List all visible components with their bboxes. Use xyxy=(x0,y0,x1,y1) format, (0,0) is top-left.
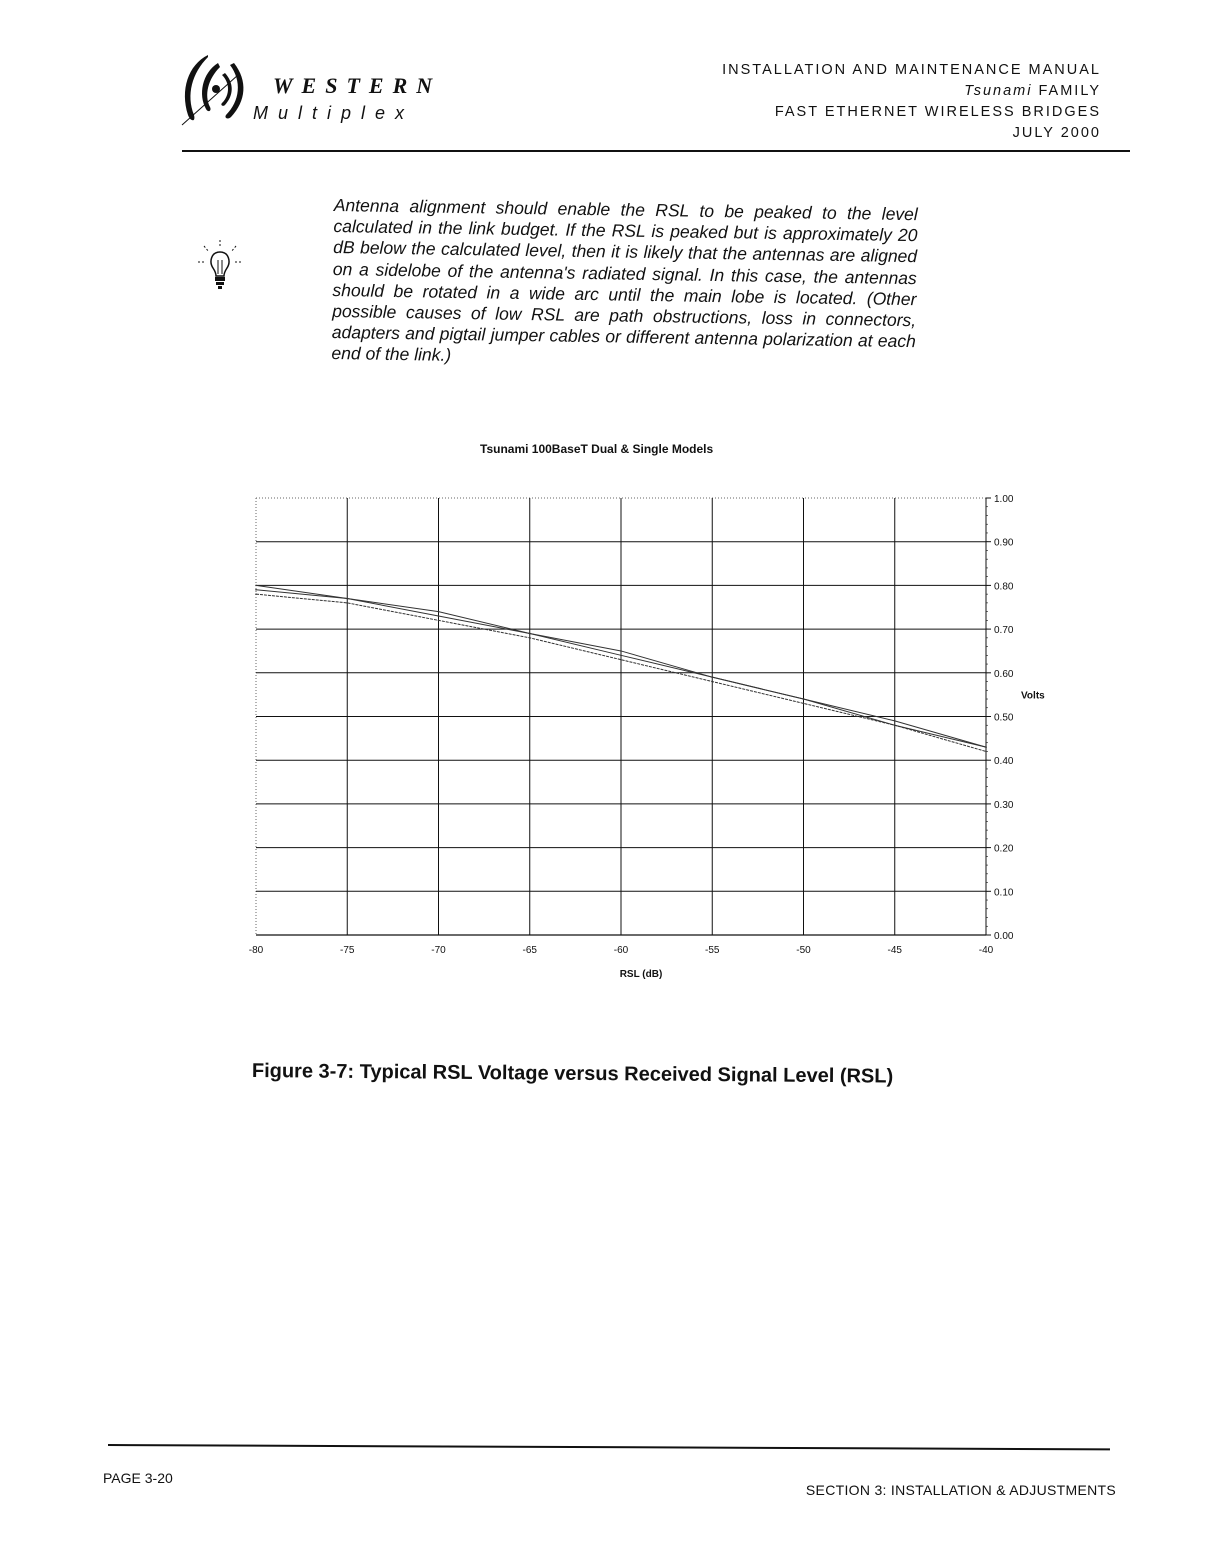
series-2-point xyxy=(711,681,713,683)
y-tick-label: 1.00 xyxy=(994,494,1014,505)
footer-divider xyxy=(108,1444,1110,1450)
page-number: PAGE 3-20 xyxy=(103,1470,173,1486)
x-tick-label: -80 xyxy=(248,945,264,956)
series-3-point xyxy=(255,585,257,587)
x-tick-label: -75 xyxy=(340,945,355,956)
series-3-point xyxy=(346,598,348,600)
manual-title: INSTALLATION AND MAINTENANCE MANUAL xyxy=(722,62,1101,78)
series-2-point xyxy=(438,620,440,622)
y-tick-label: 0.30 xyxy=(994,799,1014,811)
lightbulb-icon xyxy=(196,238,244,292)
figure-caption: Figure 3-7: Typical RSL Voltage versus Received Signal Level (RSL) xyxy=(251,1060,894,1088)
series-2-point xyxy=(620,659,622,661)
x-tick-label: -50 xyxy=(796,945,811,956)
x-tick-label: -45 xyxy=(887,945,902,956)
chart-title: Tsunami 100BaseT Dual & Single Models xyxy=(480,442,714,456)
x-tick-label: -60 xyxy=(613,945,629,956)
logo-word-western: WESTERN xyxy=(273,73,442,98)
x-axis-label: RSL (dB) xyxy=(619,969,663,980)
chart-svg xyxy=(236,478,1056,988)
series-3-point xyxy=(438,611,440,613)
rsl-voltage-chart xyxy=(236,478,1056,988)
logo-word-multiplex: Multiplex xyxy=(253,103,415,123)
series-3-point xyxy=(894,724,896,726)
y-tick-label: 0.40 xyxy=(994,756,1014,768)
series-1-point xyxy=(438,615,440,617)
series-2-point xyxy=(803,703,805,705)
y-tick-label: 0.70 xyxy=(994,625,1014,637)
series-1-point xyxy=(620,655,622,657)
series-3-point xyxy=(803,698,805,700)
document-header xyxy=(722,60,1101,144)
y-tick-label: 0.90 xyxy=(994,537,1014,549)
family-suffix: FAMILY xyxy=(1032,83,1101,99)
document-date: JULY 2000 xyxy=(1012,125,1101,141)
y-axis-label: Volts xyxy=(1021,690,1045,702)
series-3-point xyxy=(620,650,622,652)
western-multiplex-logo-icon xyxy=(178,45,258,130)
x-tick-label: -40 xyxy=(978,945,994,956)
series-1-point xyxy=(894,720,896,722)
series-3-point xyxy=(529,633,531,635)
series-3-point xyxy=(985,746,987,748)
series-2-point xyxy=(529,637,531,639)
x-tick-label: -65 xyxy=(522,945,537,956)
product-line: FAST ETHERNET WIRELESS BRIDGES xyxy=(774,104,1101,120)
header-divider xyxy=(182,150,1130,152)
x-tick-label: -55 xyxy=(705,945,720,956)
y-tick-label: 0.50 xyxy=(994,712,1014,724)
y-tick-label: 0.10 xyxy=(994,887,1014,899)
product-family xyxy=(722,81,1101,102)
section-label: SECTION 3: INSTALLATION & ADJUSTMENTS xyxy=(805,1482,1116,1498)
y-tick-label: 0.20 xyxy=(994,843,1014,855)
company-logo xyxy=(178,45,478,135)
x-tick-label: -70 xyxy=(431,945,446,956)
series-2-point xyxy=(985,751,987,753)
y-tick-label: 0.60 xyxy=(994,668,1014,680)
y-tick-label: 0.00 xyxy=(994,931,1014,942)
series-3-point xyxy=(711,676,713,678)
series-2-point xyxy=(346,602,348,604)
tip-paragraph: Antenna alignment should enable the RSL to be peaked to the level calculated in the link budget. If the RSL is peaked but is approximately 20 dB below the calculated level, then it is likely that the antennas are aligned on a sidelobe of the antenna's radiated signal. In this case, the antennas should be rotated in a wide arc until the main lobe is located. (Other possible causes of low RSL are path obstructions, loss in connectors, adapters and pigtail jumper cables or different antenna polarization at each end of the link.) xyxy=(331,195,918,366)
y-tick-label: 0.80 xyxy=(994,581,1014,593)
family-name: Tsunami xyxy=(964,83,1033,99)
series-2-point xyxy=(255,593,257,595)
series-1-point xyxy=(255,589,257,591)
